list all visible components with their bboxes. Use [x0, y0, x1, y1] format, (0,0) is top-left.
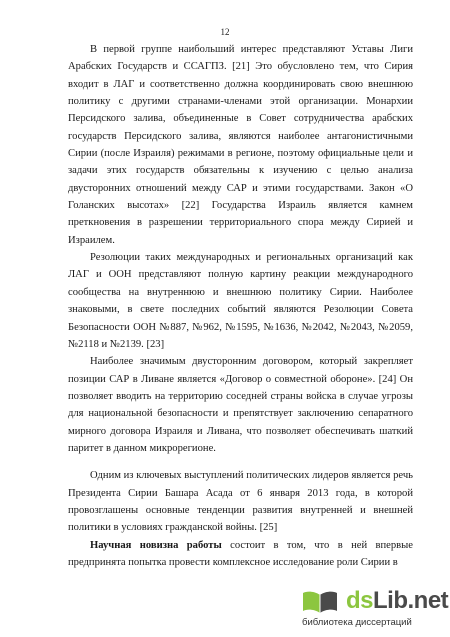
- paragraph-1: В первой группе наибольший интерес представляют Уставы Лиги Арабских Государств и ССАГПЗ. [21] Это обусловлено тем, что Сирия входит в ЛАГ и соответственно должна координировать свою внешнюю политику с другими странами-членами этой организации. Монархии Персидского залива, объединенные в Совет сотрудничества арабских государств Персидского залива, являются наиболее антагонистичными Сирии (после Израиля) режимами в регионе, поэтому официальные цели и задачи этих государств обязательны к изучению с целью анализа двусторонних отношений между САР и этими государствами. Закон «О Голанских высотах» [22] Государства Израиль является камнем преткновения в разрешении территориального спора между Сирией и Израилем.: [68, 44, 413, 246]
- scientific-novelty-heading: Научная новизна работы: [90, 539, 222, 551]
- dslib-watermark[interactable]: [290, 587, 449, 633]
- paragraph-2: Резолюции таких международных и региональных организаций как ЛАГ и ООН представляют полную картину реакции международного сообщества на внутреннюю и внешнюю политику Сирии. Наиболее знаковыми, в свете последних событий являются Резолюции Совета Безопасности ООН №887, №962, №1595, №1636, №2042, №2043, №2059, №2118 и №2139. [23]: [68, 252, 413, 350]
- paragraph-4: Одним из ключевых выступлений политических лидеров является речь Президента Сирии Башара Асада от 6 января 2013 года, в которой провозглашены основные тенденции развития внутренней и внешней политики в условиях гражданской войны. [25]: [68, 470, 413, 534]
- paragraph-5: [68, 537, 413, 572]
- paragraph-3: Наиболее значимым двусторонним договором, который закрепляет позиции САР в Ливане является «Договор о совместной обороне». [24] Он позволяет вводить на территорию соседней страны войска в случае угрозы для национальной безопасности и препятствует заключению сепаратного мирного договора Израиля и Ливана, что позволяет обеспечивать шаткий паритет в данном микрорегионе.: [68, 356, 413, 454]
- page-number: 12: [220, 27, 230, 37]
- watermark-tagline: библиотека диссертаций: [302, 617, 412, 628]
- open-book-icon: [302, 589, 338, 615]
- document-body: [68, 41, 413, 571]
- watermark-brand: dsLib.net: [346, 587, 449, 614]
- paragraph-5-text: состоит в том, что в ней впервые предпринята попытка провести комплексное исследование роли Сирии в: [68, 539, 413, 568]
